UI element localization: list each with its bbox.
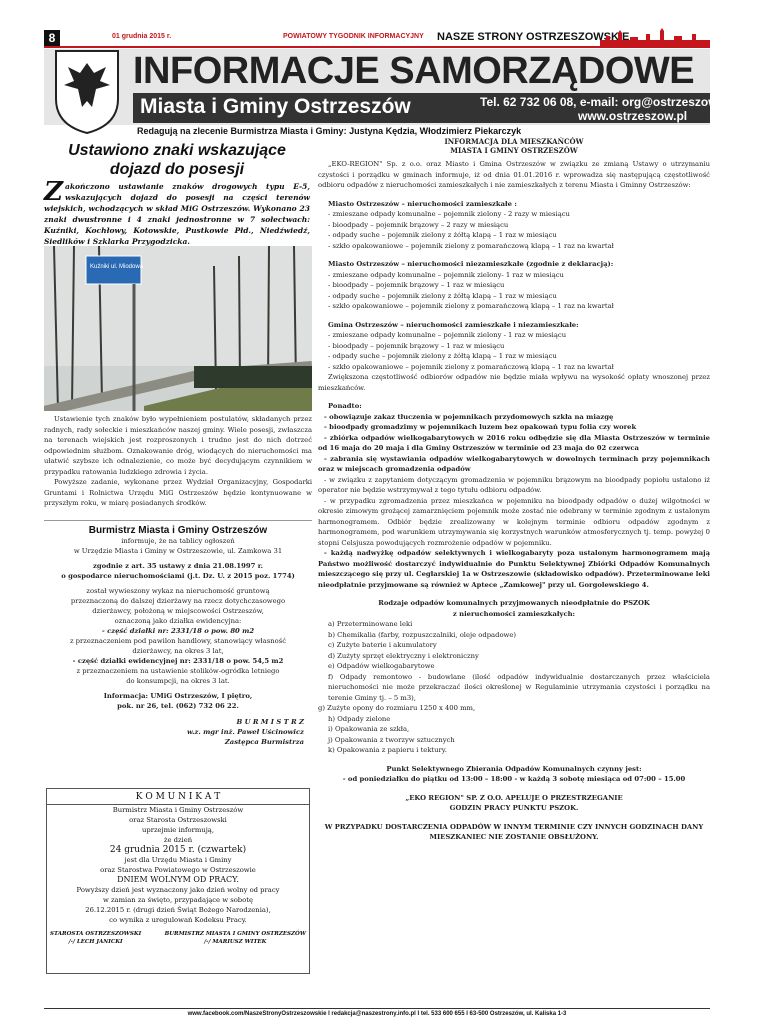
editors-line: Redagują na zlecenie Burmistrza Miasta i Gminy: Justyna Kędzia, Włodzimierz Piekarczyk [137, 126, 522, 136]
article-lead [44, 177, 310, 247]
sign-text: Kuźniki ul. Miodowa [90, 264, 144, 270]
notice-line: przeznaczoną do dalszej dzierżawy na rzecz dotychczasowego [70, 597, 286, 605]
pszok-hours-heading: Punkt Selektywnego Zbierania Odpadów Komunalnych czynny jest: [386, 764, 642, 773]
article-title: Ustawiono znaki wskazujące dojazd do posesji [68, 142, 286, 178]
drop-cap: Z [44, 177, 63, 207]
notice-line: dzierżawcy, na okres 3 lat, [132, 647, 224, 655]
schedule-item: - odpady suche – pojemnik zielony z żółtą klapą – 1 raz w miesiącu [328, 231, 557, 239]
schedule-item: - bioodpady – pojemnik brązowy – 1 raz w miesiącu [328, 281, 505, 289]
weekly-label: POWIATOWY TYGODNIK INFORMACYJNY [283, 33, 424, 40]
schedule-heading: Miasto Ostrzeszów – nieruchomości zamieszkałe : [328, 199, 517, 208]
schedule-item: - bioodpady – pojemnik brązowy – 1 raz w miesiącu [328, 341, 505, 350]
notice-box [44, 520, 312, 784]
komunikat-line: oraz Starostwa Powiatowego w Ostrzeszowie [100, 866, 256, 874]
notice-line: w Urzędzie Miasta i Gminy w Ostrzeszowie, ul. Zamkowa 31 [73, 547, 283, 555]
notice-line: pok. nr 26, tel. (062) 732 06 22. [117, 702, 239, 710]
pszok-item: c) Zużyte baterie i akumulatory [328, 641, 437, 649]
notice-line: został wywieszony wykaz na nieruchomość gruntową [86, 587, 270, 595]
page-footer: www.facebook.com/NaszeStronyOstrzeszowskie I redakcja@naszestrony.info.pl I tel. 533 600 655 I 63-500 Ostrzeszów, ul. Kaliska 1-3 [44, 1008, 710, 1017]
article-body [44, 414, 312, 509]
schedule-item: - szkło opakowaniowe – pojemnik zielony z pomarańczową klapą – 1 raz na kwartał [328, 302, 614, 310]
pszok-item: i) Opakowania ze szkła, [328, 725, 410, 733]
section-title: INFORMACJE SAMORZĄDOWE [133, 50, 695, 92]
contact-website: www.ostrzeszow.pl [578, 109, 688, 123]
pszok-item: h) Odpady zielone [328, 714, 391, 723]
komunikat-line: w zamian za święto, przypadające w sobotę [103, 896, 253, 904]
schedule-item: - zmieszane odpady komunalne – pojemnik zielony - 2 razy w miesiącu [328, 210, 570, 218]
contact-phone-email: Tel. 62 732 06 08, e-mail: org@ostrzeszow.pl [480, 95, 732, 109]
issue-date: 01 grudnia 2015 r. [112, 33, 172, 40]
notice-line: oznaczoną jako działka ewidencyjna: [114, 617, 242, 625]
pszok-item: f) Odpady remontowo - budowlane (ilość odpadów indywidualnie dostarczanych przez właściciela nieruchomości nie może przekraczać ilości określonej w Regulaminie utrzymania czystości i porządku na terenie Gminy tj. – 5 m3), [328, 672, 710, 702]
schedule-item: - zmieszane odpady komunalne – pojemnik zielony- 1 raz w miesiącu [328, 270, 564, 279]
notice-line: z przeznaczeniem pod pawilon handlowy, stanowiący własność [69, 637, 287, 645]
notice-heading: Burmistrz Miasta i Gminy Ostrzeszów [88, 525, 268, 536]
komunikat-line: że dzień [163, 836, 193, 844]
komunikat-line: jest dla Urzędu Miasta i Gminy [124, 856, 232, 864]
notice-line: Informacja: UMiG Ostrzeszów, I piętro, [103, 692, 253, 700]
schedule-note: Zwiększona częstotliwość odbiorów odpadów nie będzie miała wpływu na wysokość opłaty wnoszonej przez mieszkańców. [318, 373, 710, 392]
pszok-item: d) Zużyty sprzęt elektryczny i elektroniczny [328, 651, 479, 660]
rule-item: - w związku z zapytaniem dotyczącym gromadzenia w pojemniku brązowym na bioodpady popiołu ustalono iż operator nie będzie wstrzymywał z tego tytułu odbioru odpadów. [318, 475, 710, 494]
appeal-line: „EKO REGION" SP. Z O.O. APELUJE O PRZESTRZEGANIE [405, 793, 623, 802]
signature-burmistrz-name: /-/ MARIUSZ WITEK [204, 939, 267, 945]
notice-line: - część działki nr: 2331/18 o pow. 80 m2 [101, 627, 255, 635]
notice-signature: Zastępca Burmistrza [224, 738, 304, 746]
pszok-subheading: z nieruchomości zamieszkałych: [452, 609, 576, 618]
schedule-item: - odpady suche – pojemnik zielony z żółtą klapą – 1 raz w miesiącu [328, 291, 557, 300]
notice-line: do konsumpcji, na okres 3 lat. [126, 677, 230, 685]
info-subheading: MIASTA I GMINY OSTRZESZÓW [450, 146, 578, 155]
schedule-heading: Miasto Ostrzeszów – nieruchomości niezamieszkałe (zgodnie z deklaracją): [328, 260, 614, 268]
pszok-heading: Rodzaje odpadów komunalnych przyjmowanych nieodpłatnie do PSZOK [378, 599, 650, 607]
article-paragraph-2: Powyższe zadanie, wykonane przez Wydział Organizacyjny, Gospodarki Gruntami i Rolnictwa Urzędu MiG Ostrzeszów będzie kontynuowane w przyszłym roku, w miarę posiadanych środków. [44, 478, 312, 507]
article-paragraph-1: Ustawienie tych znaków było wypełnieniem postulatów, składanych przez radnych, rady sołeckie i mieszkańców naszej gminy. Wiele posesji, zwłaszcza na terenach wiejskich jest rozproszonych i trudno jest do nich dotrzeć odpowiednim służbom. Oznakowanie dróg, wiodących do nieruchomości ma ułatwić szybsze ich odnalezienie, co może być decydującym czynnikiem w przypadku ratowania ludzkiego zdrowia i życia. [44, 415, 312, 476]
rules-heading: Ponadto: [328, 402, 362, 410]
paper-title: NASZE STRONY OSTRZESZOWSKIE [437, 31, 630, 43]
rule-item: - w przypadku zgromadzenia przez mieszkańca w pojemniku na bioodpady odpadów o dużej wilgotności w okresie zimowym grożącej zamarznięciem pojemnik może zostać nie odebrany w terminie zgodnym z ustalonym harmonogramem. Odbiór będzie zrealizowany w kolejnym terminie odbioru odpadów zgodnym z harmonogramem, pod warunkiem utrzymywania się korzystnych warunków atmosferycznych tj. temp. powyżej 0 stopni Celsjusza powodujących rozmrożenie odpadów w pojemniku. [318, 496, 710, 547]
komunikat-line: 26.12.2015 r. (drugi dzień Świąt Bożego Narodzenia), [85, 906, 271, 914]
road-sign-photo [44, 246, 312, 411]
notice-line: informuje, że na tablicy ogłoszeń [121, 537, 235, 545]
rule-item: - zabrania się wystawiania odpadów wielkogabarytowych w dowolnych terminach przy pojemnikach oraz w miejscach gromadzenia odpadów [318, 454, 710, 473]
signature-starosta: STAROSTA OSTRZESZOWSKI [50, 931, 142, 937]
section-subtitle: Miasta i Gminy Ostrzeszów [140, 95, 411, 118]
article-photo [44, 246, 312, 411]
pszok-hours: - od poniedziałku do piątku od 13:00 – 18:00 - w każdą 3 sobotę miesiąca od 07:00 – 15.00 [342, 775, 686, 783]
pszok-item: j) Opakowania z tworzyw sztucznych [328, 735, 455, 744]
schedule-item: - odpady suche – pojemnik zielony z żółtą klapą – 1 raz w miesiącu [328, 352, 557, 360]
notice-line: - część działki ewidencyjnej nr: 2331/18 o pow. 54,5 m2 [72, 657, 284, 665]
header-rule [44, 46, 710, 48]
rule-item: - obowiązuje zakaz tłuczenia w pojemnikach przydomowych szkła na miazgę [324, 412, 614, 421]
info-column [318, 137, 710, 843]
komunikat-line: Burmistrz Miasta i Gminy Ostrzeszów [112, 806, 244, 814]
notice-signature: B U R M I S T R Z [236, 718, 304, 726]
rule-item: - zbiórka odpadów wielkogabarytowych w 2016 roku odbędzie się dla Miasta Ostrzeszów w terminie od 16 maja do 20 maja i dla Gminy Ostrzeszów w terminie od 23 maja do 02 czerwca [318, 433, 710, 452]
signature-starosta-name: /-/ LECH JANICKI [68, 939, 123, 945]
schedule-item: - zmieszane odpady komunalne – pojemnik zielony - 1 raz w miesiącu [328, 331, 567, 339]
komunikat-line: 24 grudnia 2015 r. (czwartek) [109, 845, 247, 855]
signature-burmistrz: BURMISTRZ MIASTA I GMINY OSTRZESZÓW [164, 931, 306, 937]
rule-item: - bioodpady gromadzimy w pojemnikach luzem bez opakowań typu folia czy worek [324, 423, 637, 431]
komunikat-line: uprzejmie informują, [141, 826, 215, 834]
komunikat-box [46, 788, 310, 974]
skyline-graphic [600, 28, 710, 46]
warning-line: MIESZKANIEC NIE ZOSTANIE OBSŁUŻONY. [429, 833, 599, 841]
notice-line: zgodnie z art. 35 ustawy z dnia 21.08.1997 r. [92, 562, 264, 570]
komunikat-line: DNIEM WOLNYM OD PRACY. [117, 875, 239, 884]
schedule-item: - szkło opakowaniowe – pojemnik zielony z pomarańczową klapą – 1 raz na kwartał [328, 241, 614, 250]
pszok-item: b) Chemikalia (farby, rozpuszczalniki, oleje odpadowe) [328, 630, 517, 639]
info-intro: „EKO-REGION" Sp. z o.o. oraz Miasto i Gmina Ostrzeszów w związku ze zmianą Ustawy o utrzymaniu czystości i porządku w gminach informuje, iż od dnia 01.01.2016 r. wprowadza się następującą częstotliwość odbioru odpadów z nieruchomości zamieszkałych i nie zamieszkałych z terenu Miasta i Gminny Ostrzeszów: [318, 160, 710, 189]
appeal-line: GODZIN PRACY PUNKTU PSZOK. [449, 804, 579, 812]
komunikat-line: Powyższy dzień jest wyznaczony jako dzień wolny od pracy [76, 886, 280, 894]
pszok-item: g) Zużyte opony do rozmiaru 1250 x 400 mm, [318, 704, 476, 712]
lead-text: akończono ustawianie znaków drogowych typu E-5, wskazujących dojazd do posesji na części terenów wiejskich, wchodzących w skład MiG Ostrzeszów. Wykonano 23 znaki dwustronne i 4 znaki jednostronne w 7 sołectwach: Kuźniki, Kochłowy, Kotowskie, Pustkowie Płd., Niedźwiedź, Siedlików i Szklarka Przygodzicka. [44, 182, 310, 246]
info-heading: INFORMACJA DLA MIESZKAŃCÓW [444, 137, 584, 146]
pszok-item: k) Opakowania z papieru i tektury. [328, 746, 447, 754]
pszok-item: a) Przeterminowane leki [328, 620, 413, 628]
komunikat-line: co wynika z uregulowań Kodeksu Pracy. [109, 916, 247, 924]
komunikat-heading: K O M U N I K A T [47, 792, 309, 805]
coat-of-arms-logo [52, 49, 122, 134]
komunikat-line: oraz Starosta Ostrzeszowski [129, 816, 227, 824]
page-number: 8 [44, 30, 60, 46]
notice-line: dzierżawcy, położoną w miejscowości Ostrzeszów, [92, 607, 264, 615]
notice-line: z przeznaczeniem na ustawienie stolików-ogródka letniego [76, 667, 280, 675]
schedule-item: - bioodpady – pojemnik brązowy – 2 razy w miesiącu [328, 220, 509, 229]
schedule-heading: Gmina Ostrzeszów – nieruchomości zamieszkałe i niezamieszkałe: [328, 320, 579, 329]
notice-signature: w.z. mgr inż. Paweł Uścinowicz [186, 728, 304, 736]
warning-line: W PRZYPADKU DOSTARCZENIA ODPADÓW W INNYM TERMINIE CZY INNYCH GODZINACH DANY [324, 822, 704, 831]
pszok-item: e) Odpadów wielkogabarytowe [328, 662, 435, 670]
notice-line: o gospodarce nieruchomościami (j.t. Dz. U. z 2015 poz. 1774) [61, 572, 295, 580]
schedule-item: - szkło opakowaniowe – pojemnik zielony z pomarańczową klapą – 1 raz na kwartał [328, 362, 614, 371]
rule-item: - każdą nadwyżkę odpadów selektywnych i wielkogabaryty poza ustalonym harmonogramem mają Państwo możliwość dostarczyć indywidualnie do Punktu Selektywnej Zbiórki Odpadów Komunalnych mieszczącego się przy ul. Cegłarskiej 1a w Ostrzeszowie (składowisko odpadów). Przeterminowane leki nieodpłatnie przyjmowane są również w Aptece „Zamkowej" przy ul. Gorgolewskiego 4. [318, 549, 710, 589]
